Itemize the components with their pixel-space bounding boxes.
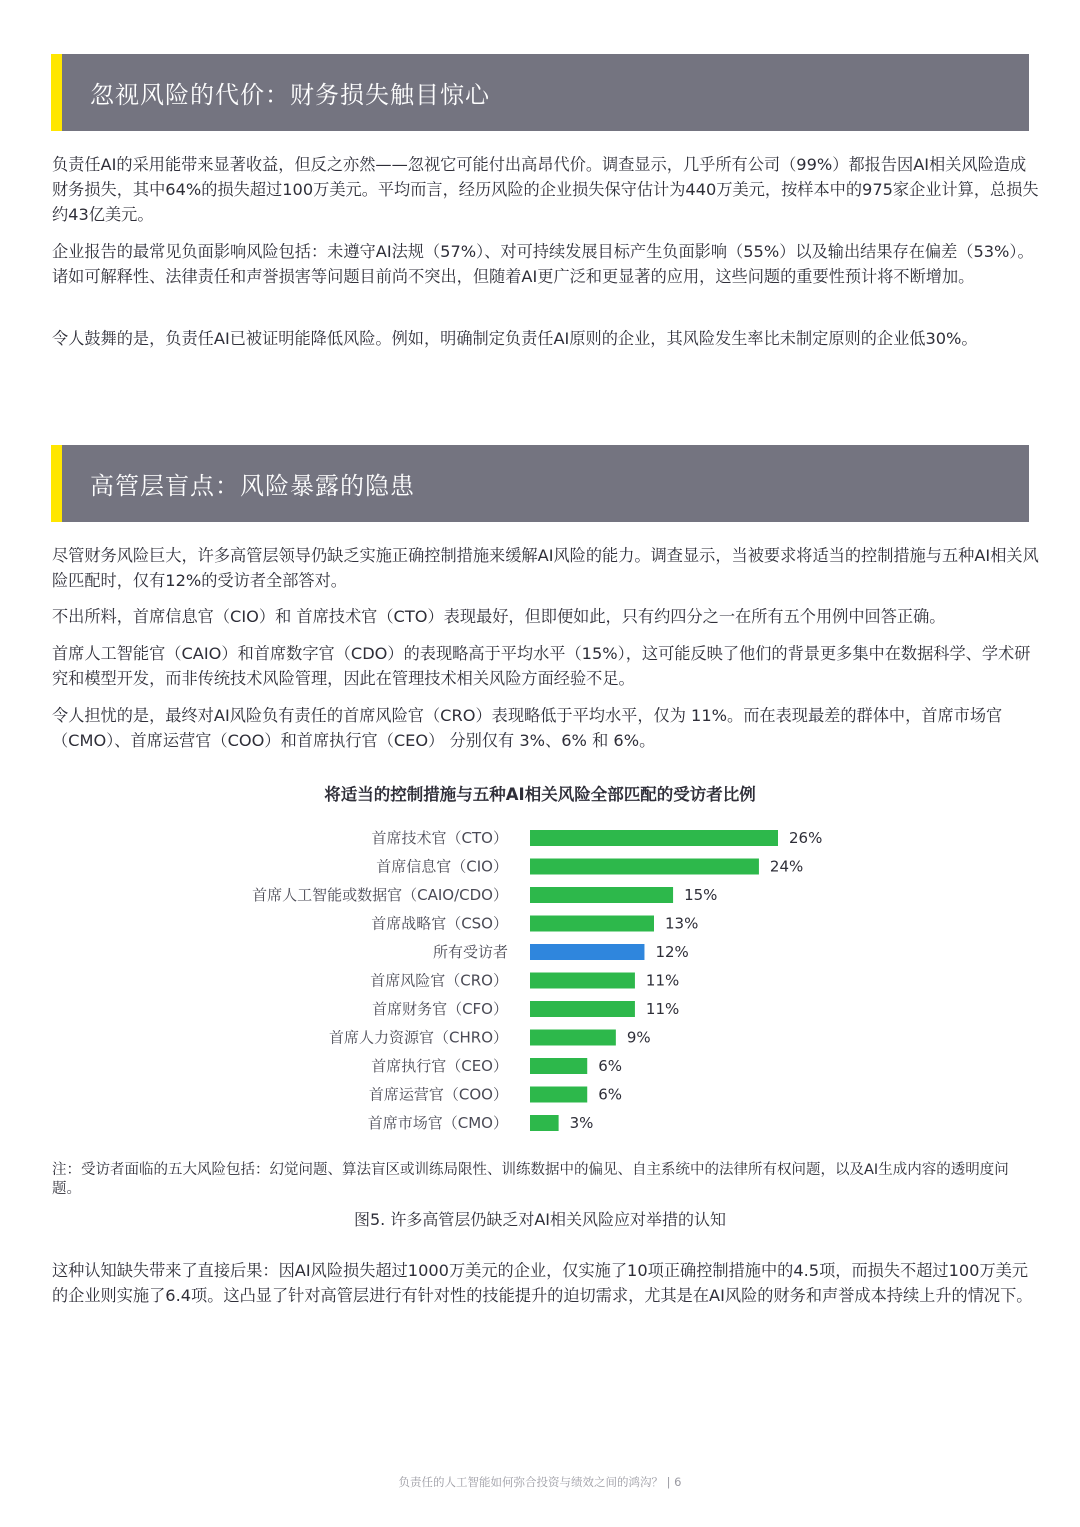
category-label: 所有受访者 (432, 943, 508, 961)
section-heading: 忽视风险的代价：财务损失触目惊心 (90, 81, 490, 109)
value-label: 6% (598, 1085, 623, 1104)
value-label: 6% (598, 1057, 623, 1075)
bar (530, 1001, 635, 1017)
section-header-executive-blindspot (51, 445, 1029, 522)
bar (530, 859, 759, 875)
closing-paragraph: 这种认知缺失带来了直接后果：因AI风险损失超过1000万美元的企业，仅实施了10项正确控制措施中的4.5项，而损失不超过100万美元的企业则实施了6.4项。这凸显了针对高管层进行有针对性的技能提升的迫切需求，尤其是在AI风险的财务和声誉成本持续上升的情况下。 (52, 1261, 1033, 1305)
paragraph: 企业报告的最常见负面影响风险包括：未遵守AI法规（57%）、对可持续发展目标产生负面影响（55%）以及输出结果存在偏差（53%）。诸如可解释性、法律责任和声誉损害等问题目前尚不突出，但随着AI更广泛和更显著的应用，这些问题的重要性预计将不断增加。 (52, 242, 1034, 286)
value-label: 26% (789, 829, 823, 847)
section-header-risk-cost (51, 54, 1029, 131)
category-label: 首席战略官（CSO） (371, 914, 508, 933)
header-accent-bar (51, 445, 62, 522)
bar-chart (0, 820, 1080, 1140)
category-label: 首席技术官（CTO） (371, 829, 508, 847)
section-heading: 高管层盲点：风险暴露的隐患 (90, 472, 415, 500)
page-footer: 负责任的人工智能如何弥合投资与绩效之间的鸿沟？ | 6 (398, 1475, 682, 1489)
paragraph: 不出所料，首席信息官（CIO）和 首席技术官（CTO）表现最好，但即便如此，只有约四分之一在所有五个用例中回答正确。 (52, 607, 946, 626)
bar (530, 1087, 587, 1103)
bar (530, 1030, 616, 1046)
value-label: 11% (645, 1000, 680, 1018)
category-label: 首席风险官（CRO） (370, 971, 508, 990)
bar (530, 973, 635, 989)
bar (530, 916, 654, 932)
chart-note: 注：受访者面临的五大风险包括：幻觉问题、算法盲区或训练局限性、训练数据中的偏见、自主系统中的法律所有权问题，以及AI生成内容的透明度问题。 (52, 1162, 1009, 1197)
value-label: 11% (645, 971, 680, 990)
chart-title: 将适当的控制措施与五种AI相关风险全部匹配的受访者比例 (324, 785, 756, 804)
category-label: 首席信息官（CIO） (376, 857, 508, 876)
bar (530, 944, 644, 960)
figure-caption: 图5. 许多高管层仍缺乏对AI相关风险应对举措的认知 (353, 1210, 727, 1229)
bar (530, 830, 778, 846)
bar (530, 1115, 559, 1131)
category-label: 首席人工智能或数据官（CAIO/CDO） (252, 886, 508, 904)
category-label: 首席人力资源官（CHRO） (329, 1028, 508, 1047)
category-label: 首席财务官（CFO） (372, 1000, 508, 1018)
value-label: 12% (655, 943, 689, 961)
category-label: 首席市场官（CMO） (367, 1114, 508, 1132)
category-label: 首席执行官（CEO） (371, 1057, 508, 1075)
paragraph: 首席人工智能官（CAIO）和首席数字官（CDO）的表现略高于平均水平（15%），这可能反映了他们的背景更多集中在数据科学、学术研究和模型开发，而非传统技术风险管理，因此在管理技术相关风险方面经验不足。 (52, 644, 1031, 688)
value-label: 13% (665, 914, 699, 933)
paragraph: 负责任AI的采用能带来显著收益，但反之亦然——忽视它可能付出高昂代价。调查显示，几乎所有公司（99%）都报告因AI相关风险造成财务损失，其中64%的损失超过100万美元。平均而言，经历风险的企业损失保守估计为440万美元，按样本中的975家企业计算，总损失约43亿美元。 (52, 155, 1039, 224)
value-label: 24% (769, 857, 804, 876)
bar (530, 1058, 587, 1074)
paragraph: 令人担忧的是，最终对AI风险负有责任的首席风险官（CRO）表现略低于平均水平，仅为 11%。而在表现最差的群体中，首席市场官（CMO）、首席运营官（COO）和首席执行官（CEO） 分别仅有 3%、6% 和 6%。 (52, 706, 1003, 750)
category-label: 首席运营官（COO） (368, 1085, 508, 1104)
bar (530, 887, 673, 903)
value-label: 9% (626, 1028, 651, 1047)
paragraph: 尽管财务风险巨大，许多高管层领导仍缺乏实施正确控制措施来缓解AI风险的能力。调查显示，当被要求将适当的控制措施与五种AI相关风险匹配时，仅有12%的受访者全部答对。 (52, 546, 1039, 590)
value-label: 3% (569, 1114, 594, 1132)
paragraph: 令人鼓舞的是，负责任AI已被证明能降低风险。例如，明确制定负责任AI原则的企业，其风险发生率比未制定原则的企业低30%。 (52, 329, 978, 348)
header-accent-bar (51, 54, 62, 131)
value-label: 15% (684, 886, 718, 904)
